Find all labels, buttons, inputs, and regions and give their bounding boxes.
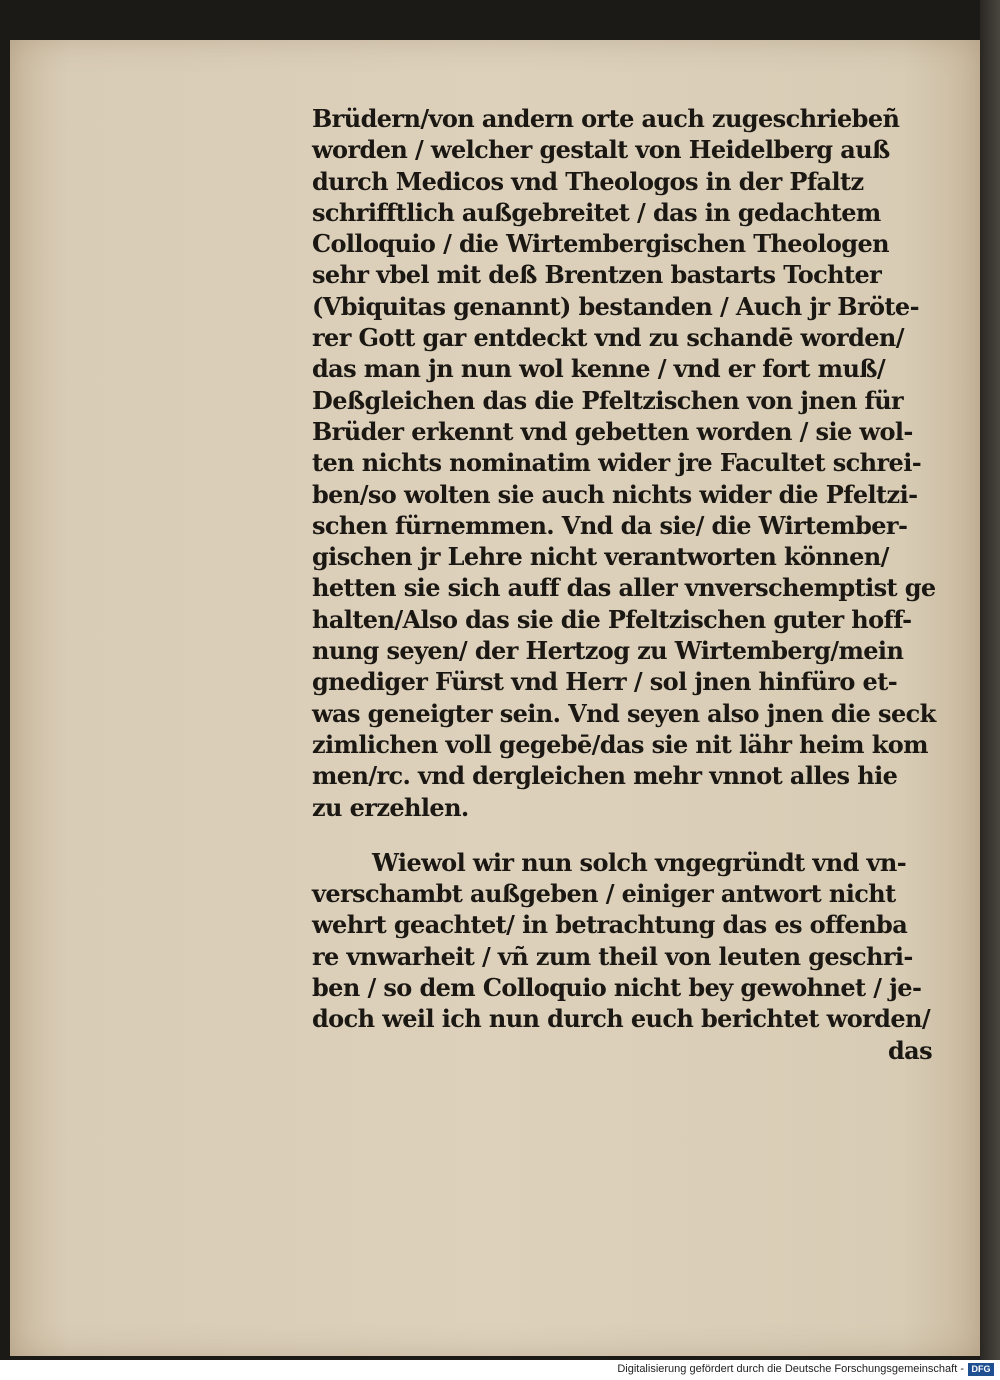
text-line: zimlichen voll gegebē/das sie nit lähr heim kom: [312, 729, 928, 759]
text-line: men/rc. vnd dergleichen mehr vnnot alles hie: [312, 761, 898, 791]
text-line: ben / so dem Colloquio nicht bey gewohnet / je-: [312, 973, 922, 1003]
text-line: doch weil ich nun durch euch berichtet worden/: [312, 1004, 931, 1034]
text-line: re vnwarheit / vñ zum theil von leuten geschri-: [312, 941, 913, 971]
footer-bar: [0, 1360, 1000, 1380]
page-text: [312, 103, 942, 1066]
text-line: Colloquio / die Wirtembergischen Theologen: [312, 229, 890, 259]
text-line: was geneigter sein. Vnd seyen also jnen die seck: [312, 698, 936, 728]
text-line: gischen jr Lehre nicht verantworten können/: [312, 542, 889, 572]
scan-right-edge: [980, 0, 1000, 1360]
text-line: ten nichts nominatim wider jre Facultet schrei-: [312, 448, 922, 478]
text-line: nung seyen/ der Hertzog zu Wirtemberg/mein: [312, 636, 904, 666]
text-line: Brüdern/von andern orte auch zugeschriebeñ: [312, 104, 900, 133]
paragraph-gap: [312, 823, 942, 847]
text-line: durch Medicos vnd Theologos in der Pfaltz: [312, 166, 864, 196]
text-line: zu erzehlen.: [312, 792, 469, 822]
text-line: Brüder erkennt vnd gebetten worden / sie wol-: [312, 416, 913, 446]
text-line: ben/so wolten sie auch nichts wider die Pfeltzi-: [312, 479, 918, 509]
text-line: hetten sie sich auff das aller vnverschemptist ge: [312, 573, 936, 603]
text-line: wehrt geachtet/ in betrachtung das es offenba: [312, 910, 908, 940]
text-line: rer Gott gar entdeckt vnd zu schandē worden/: [312, 323, 904, 353]
dfg-logo[interactable]: DFG: [968, 1363, 994, 1376]
text-line: das man jn nun wol kenne / vnd er fort muß/: [312, 354, 886, 384]
catchword: das: [887, 1035, 932, 1065]
text-line: schen fürnemmen. Vnd da sie/ die Wirtember-: [312, 510, 908, 540]
text-line: Deßgleichen das die Pfeltzischen von jnen für: [312, 385, 904, 415]
text-line: worden / welcher gestalt von Heidelberg auß: [312, 135, 890, 165]
text-line: schrifftlich außgebreitet / das in gedachtem: [312, 197, 881, 227]
text-line: sehr vbel mit deß Brentzen bastarts Tochter: [312, 260, 882, 290]
text-line: Wiewol wir nun solch vngegründt vnd vn-: [372, 847, 907, 877]
text-line: halten/Also das sie die Pfeltzischen guter hoff-: [312, 604, 912, 634]
text-line: (Vbiquitas genannt) bestanden / Auch jr Bröte-: [312, 291, 919, 321]
footer-credit: Digitalisierung gefördert durch die Deutsche Forschungsgemeinschaft -: [617, 1363, 964, 1375]
text-line: verschambt außgeben / einiger antwort nicht: [312, 879, 896, 909]
text-line: gnediger Fürst vnd Herr / sol jnen hinfüro et-: [312, 667, 898, 697]
